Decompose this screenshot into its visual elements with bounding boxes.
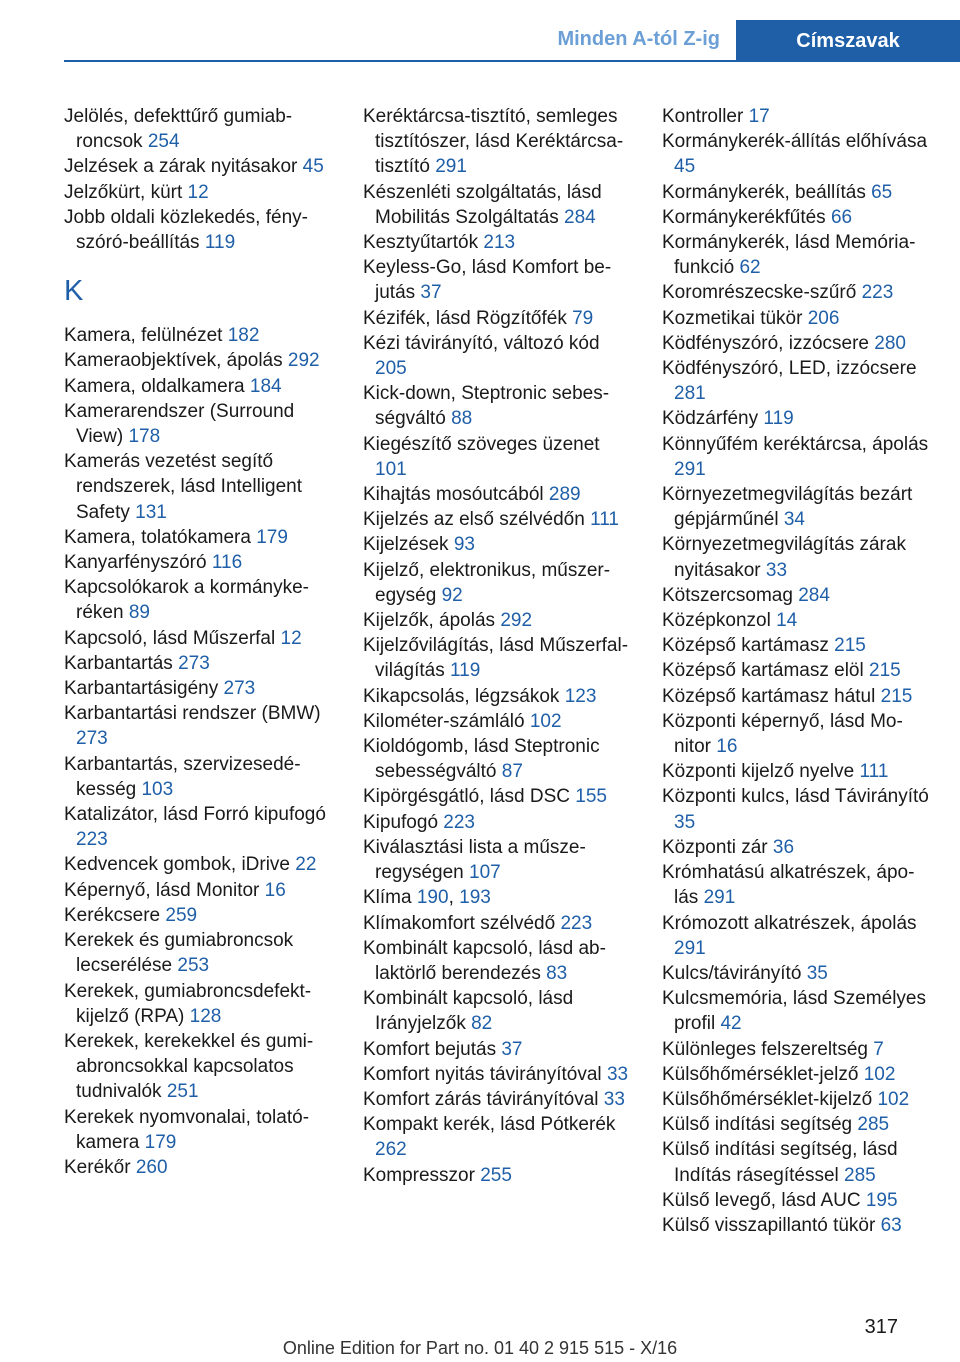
index-term: Ködzárfény [662,408,759,430]
index-term: Kulcs/távirányító [662,962,802,984]
index-term: Kézifék, lásd Rögzítőfék [363,307,567,329]
index-term: Kioldógomb, lásd Steptronic sebességváltó [363,736,600,783]
index-term: Központi zár [662,836,768,858]
index-entry [363,1087,633,1112]
page-link[interactable]: 255 [480,1164,512,1186]
page-link[interactable]: 273 [223,678,256,700]
page-link[interactable]: 111 [859,761,889,783]
index-term: Kézi távirányító, változó kód [363,332,600,354]
index-entry [64,676,334,701]
index-term: Kulcsmemória, lásd Személyes profil [662,988,926,1035]
page-link[interactable]: 62 [739,257,761,279]
index-term: Kontroller [662,106,744,127]
page-link[interactable]: 16 [264,879,286,901]
page-link[interactable]: 206 [807,307,840,329]
index-entry [64,575,334,625]
index-entry [662,1087,932,1112]
index-entry [662,306,932,331]
index-term: Középkonzol [662,610,771,632]
page-link[interactable]: 253 [177,955,210,977]
index-term: Jelölés, defekttűrő gumiabroncsok [64,106,293,153]
index-term: Kompresszor [363,1164,475,1186]
index-entry [662,759,932,784]
chapter-tab[interactable]: Címszavak [736,20,960,62]
index-entry [64,928,334,978]
page-link[interactable]: 131 [135,501,167,523]
page-link[interactable]: 33 [765,559,788,581]
index-entry [662,482,932,532]
page-link[interactable]: 107 [469,862,501,884]
page-link[interactable]: 111 [590,509,619,531]
page-link[interactable]: 262 [375,1139,407,1161]
page-link[interactable]: 195 [865,1189,898,1211]
index-term: Kihajtás mosóutcából [363,484,544,506]
index-term: Központi kijelző nyelve [662,761,855,783]
edition-footer: Online Edition for Part no. 01 40 2 915 515 - X/16 [282,1338,678,1358]
page-link[interactable]: 285 [844,1164,876,1186]
index-entry [64,651,334,676]
page-link[interactable]: 205 [375,358,407,380]
page-link[interactable]: 291 [435,156,467,178]
index-term: Ködfényszóró, LED, izzócsere [662,358,917,380]
page-link[interactable]: 190 [416,887,449,909]
page-link[interactable]: 37 [501,1038,523,1060]
index-entry [64,205,334,255]
index-term: Különleges felszereltség [662,1038,868,1060]
index-entry [64,852,334,877]
page-link[interactable]: 35 [674,811,696,833]
index-entry [363,180,633,230]
index-term: Középső kartámasz elöl [662,660,864,682]
page-link[interactable]: 223 [76,829,108,851]
page-link[interactable]: 12 [280,627,302,649]
index-term: Középső kartámasz [662,635,829,657]
index-term: Kamerás vezetést segítő rendszerek, lásd Intelligent Safety [64,451,303,523]
index-term: Készenléti szolgáltatás, lásd Mobilitás Szolgáltatás [363,181,602,228]
page-link[interactable]: 260 [135,1156,168,1178]
index-term: Klíma [363,887,412,909]
page-link[interactable]: 292 [287,350,320,372]
page-link[interactable]: 292 [500,610,533,632]
index-entry [64,374,334,399]
index-entry [363,734,633,784]
page-link[interactable]: 284 [564,206,596,228]
index-entry [363,104,633,180]
page-link[interactable]: 291 [703,887,736,909]
index-term: Külsőhőmérséklet-jelző [662,1063,859,1085]
index-entry [363,230,633,255]
index-entry [64,348,334,373]
index-term: Keréktárcsa-tisztító, semleges tisztítószer, lásd Keréktárcsa-tisztító [363,106,624,178]
index-term: Külső indítási segítség, lásd Indítás rásegítéssel [662,1139,898,1186]
index-entry [64,180,334,205]
index-entry [363,306,633,331]
index-entry [363,1037,633,1062]
index-entry [363,784,633,809]
index-entry [363,608,633,633]
index-column-3 [662,104,932,1238]
page-link[interactable]: 37 [420,282,442,304]
page-link[interactable]: 273 [178,652,210,674]
index-term: Kerekek és gumiabroncsok lecserélése [64,930,294,977]
index-entry [662,633,932,658]
index-term: Külső indítási segítség [662,1114,853,1136]
index-entry [662,709,932,759]
index-entry [64,979,334,1029]
index-term: Jobb oldali közlekedés, fényszóró-beállítás [64,206,308,254]
index-entry [662,1037,932,1062]
index-entry [64,1155,334,1180]
index-entry [662,1062,932,1087]
page-number: 317 [864,1316,898,1338]
index-entry [64,752,334,802]
index-entry [662,860,932,910]
page-link[interactable]: 45 [674,156,696,178]
index-entry [64,323,334,348]
page-link[interactable]: 213 [483,232,516,254]
index-entry [662,331,932,356]
index-entry [662,608,932,633]
index-term: Komfort nyitás távirányítóval [363,1063,602,1085]
page-link[interactable]: 93 [453,534,475,556]
page-link[interactable]: 65 [871,181,893,203]
index-term: Kamera, felülnézet [64,325,223,347]
index-term: Komfort zárás távirányítóval [363,1088,599,1110]
index-entry [64,626,334,651]
index-entry [363,684,633,709]
page-link[interactable]: 33 [606,1063,629,1085]
page-link[interactable]: 119 [204,232,236,254]
page-link[interactable]: 281 [674,383,706,405]
page-link[interactable]: 102 [877,1088,910,1110]
index-entry [363,810,633,835]
index-entry [64,550,334,575]
index-term: Kombinált kapcsoló, lásd Irányjelzők [363,988,574,1035]
index-term: Kompakt kerék, lásd Pótkerék [363,1114,616,1136]
index-entry [662,784,932,834]
index-entry [662,180,932,205]
page-link[interactable]: 123 [564,685,597,707]
index-term: Koromrészecske-szűrő [662,282,857,304]
index-entry [363,432,633,482]
index-term: Kanyarfényszóró [64,552,207,574]
page-link[interactable]: 291 [674,458,706,480]
page-link[interactable]: 193 [459,887,491,909]
index-entry [662,432,932,482]
page-link[interactable]: 88 [451,408,473,430]
index-term: Kapcsoló, lásd Műszerfal [64,627,276,649]
index-entry [64,802,334,852]
index-term: Krómozott alkatrészek, ápolás [662,912,917,934]
index-term: Katalizátor, lásd Forró kipufogó [64,804,326,826]
index-entry [64,449,334,525]
page-link[interactable]: 155 [575,786,607,808]
index-term: Külső levegő, lásd AUC [662,1189,861,1211]
index-entry [363,507,633,532]
index-term: Kipörgésgátló, lásd DSC [363,786,570,808]
index-term: Karbantartásigény [64,678,219,700]
index-entry [662,129,932,179]
index-entry [64,878,334,903]
page-link[interactable]: 14 [776,610,798,632]
index-term: Komfort bejutás [363,1038,497,1060]
page-link[interactable]: 289 [548,484,581,506]
index-entry [662,835,932,860]
index-entry: Klíma 190, 193 [363,887,491,909]
index-entry [662,104,932,129]
page-link[interactable]: 223 [443,811,475,833]
page-link[interactable]: 116 [211,552,243,574]
index-term: Kapcsolókarok a kormánykeréken [64,577,309,624]
page-link[interactable]: 63 [880,1214,902,1236]
page-link[interactable]: 79 [572,307,594,329]
header-divider [64,60,960,62]
page-link[interactable]: 45 [302,156,324,178]
index-entry [363,633,633,683]
index-entry [363,709,633,734]
page-link[interactable]: 42 [720,1013,742,1035]
index-term: Kipufogó [363,811,439,833]
index-term: Kombinált kapcsoló, lásd ablaktörlő berendezés [363,937,606,984]
index-entry [363,381,633,431]
index-term: Karbantartási rendszer (BMW) [64,703,321,725]
page-link[interactable]: 128 [189,1005,222,1027]
page-link[interactable]: 103 [141,778,174,800]
index-term: Környezetmegvilágítás bezárt gépjárműnél [662,484,913,531]
page-link[interactable]: 254 [147,131,180,153]
index-term: Kerekek nyomvonalai, tolatókamera [64,1106,310,1153]
page-link[interactable]: 101 [375,458,407,480]
index-entry [662,1213,932,1238]
page-link[interactable]: 119 [763,408,794,430]
index-entry [662,583,932,608]
index-entry [662,532,932,582]
index-entry [363,936,633,986]
page-link[interactable]: 273 [76,728,108,750]
page-link[interactable]: 34 [783,509,805,531]
page-link[interactable]: 223 [560,912,593,934]
index-term: Kijelzés az első szélvédőn [363,509,585,531]
page-link[interactable]: 215 [880,685,913,707]
index-column-2 [363,104,633,1188]
index-term: Kamerarendszer (Surround View) [64,400,295,448]
index-entry [363,255,633,305]
index-entry [64,1029,334,1105]
index-term: Kijelzők, ápolás [363,610,496,632]
index-term: Kormánykerék, beállítás [662,181,866,203]
index-term: Kötszercsomag [662,584,793,606]
page-link[interactable]: 251 [166,1081,199,1103]
page-link[interactable]: 36 [772,836,795,858]
index-entry [363,911,633,936]
index-term: Kamera, oldalkamera [64,375,245,397]
index-term: Kikapcsolás, légzsákok [363,685,560,707]
index-entry [363,532,633,557]
index-entry [64,701,334,751]
page-link[interactable]: 280 [874,332,906,354]
page-link[interactable]: 89 [128,602,150,624]
index-entry [64,903,334,928]
page-link[interactable]: 35 [806,962,828,984]
page-link[interactable]: 12 [187,181,209,203]
index-entry [662,1112,932,1137]
index-term: Kesztyűtartók [363,232,479,254]
index-term: Jelzőkürt, kürt [64,181,183,203]
index-term: Kerekek, gumiabroncsdefektkijelző (RPA) [64,980,312,1027]
index-term: Kormánykerék-állítás előhívása [662,131,928,153]
index-entry [662,280,932,305]
page-link[interactable]: 66 [830,206,853,228]
index-entry [363,835,633,885]
index-entry [662,684,932,709]
page-header [0,0,960,62]
index-entry [662,406,932,431]
index-entry [662,205,932,230]
index-letter-heading: K [64,275,84,308]
index-entry [662,1137,932,1187]
index-term: Kilométer-számláló [363,710,525,732]
section-title: Minden A-tól Z-ig [557,28,720,50]
index-term: Kerékőr [64,1156,131,1178]
index-term: Kedvencek gombok, iDrive [64,854,290,876]
index-entry [662,230,932,280]
page-link[interactable]: 119 [449,660,481,682]
index-term: Kozmetikai tükör [662,307,803,329]
index-term: Központi képernyő, lásd Monitor [662,710,903,758]
page-link[interactable]: 17 [748,106,770,127]
index-entry [64,1105,334,1155]
page-link[interactable]: 215 [869,660,901,682]
page-link[interactable]: 102 [863,1063,896,1085]
index-entry [662,658,932,683]
index-entry [363,1163,633,1188]
index-term: Kiegészítő szöveges üzenet [363,433,600,455]
index-entry [662,1188,932,1213]
index-entry [64,104,334,154]
index-term: Külső visszapillantó tükör [662,1214,876,1236]
index-term: Kameraobjektívek, ápolás [64,350,283,372]
index-entry [363,1112,633,1162]
page-link[interactable]: 83 [546,962,568,984]
index-term: Könnyűfém keréktárcsa, ápolás [662,433,929,455]
page-link[interactable]: 291 [674,937,706,959]
index-term: Kerékcsere [64,904,161,926]
page-link[interactable]: 179 [144,1131,177,1153]
index-term: Környezetmegvilágítás zárak nyitásakor [662,534,906,581]
index-entry [662,356,932,406]
page-link[interactable]: 82 [471,1013,493,1035]
page-link[interactable]: 22 [295,854,317,876]
page-link[interactable]: 182 [227,325,260,347]
index-term: Kamera, tolatókamera [64,526,251,548]
index-term: Kijelzések [363,534,449,556]
page-link[interactable]: 285 [857,1114,890,1136]
index-term: Krómhatású alkatrészek, ápolás [662,862,915,909]
index-term: Kormánykerékfűtés [662,206,826,228]
index-column-1 [64,104,334,1180]
page-link[interactable]: 179 [256,526,288,548]
page-link[interactable]: 16 [716,736,738,758]
index-term: Kick-down, Steptronic sebességváltó [363,383,610,430]
index-entry [363,331,633,381]
index-term: Középső kartámasz hátul [662,685,876,707]
index-entry [64,399,334,449]
page-link[interactable]: 215 [834,635,866,657]
page-link[interactable]: 33 [603,1088,625,1110]
index-entry [64,154,334,179]
index-term: Keyless-Go, lásd Komfort bejutás [363,257,612,304]
index-term: Klímakomfort szélvédő [363,912,556,934]
index-term: Kijelző, elektronikus, műszeregység [363,559,611,606]
index-entry [64,525,334,550]
page-link[interactable]: 102 [529,710,562,732]
index-term: Kijelzővilágítás, lásd Műszerfal-világítás [363,635,629,682]
index-entry [363,558,633,608]
index-entry [363,986,633,1036]
page-link[interactable]: 87 [501,761,523,783]
index-term: Kiválasztási lista a műszeregységen [363,836,586,884]
index-term: Karbantartás, szervizesedékesség [64,753,301,800]
page-link[interactable]: 184 [249,375,282,397]
page-link[interactable]: 284 [798,584,830,606]
page-link[interactable]: 92 [441,584,463,606]
index-entry [363,1062,633,1087]
page-link[interactable]: 7 [873,1038,884,1060]
index-term: Jelzések a zárak nyitásakor [64,156,298,178]
index-entry [662,986,932,1036]
index-term: Karbantartás [64,652,173,674]
index-entry [662,961,932,986]
index-term: Képernyő, lásd Monitor [64,879,260,901]
index-term: Központi kulcs, lásd Távirányító [662,786,929,808]
index-term: Külsőhőmérséklet-kijelző [662,1088,873,1110]
page-link[interactable]: 259 [165,904,198,926]
index-term: Kormánykerék, lásd Memóriafunkció [662,232,916,279]
page-link[interactable]: 178 [128,426,161,448]
index-term: Ködfényszóró, izzócsere [662,332,869,354]
index-term: Kerekek, kerekekkel és gumiabroncsokkal kapcsolatos tudnivalók [64,1030,314,1103]
page-link[interactable]: 223 [861,282,894,304]
index-entry [662,911,932,961]
index-entry [363,482,633,507]
